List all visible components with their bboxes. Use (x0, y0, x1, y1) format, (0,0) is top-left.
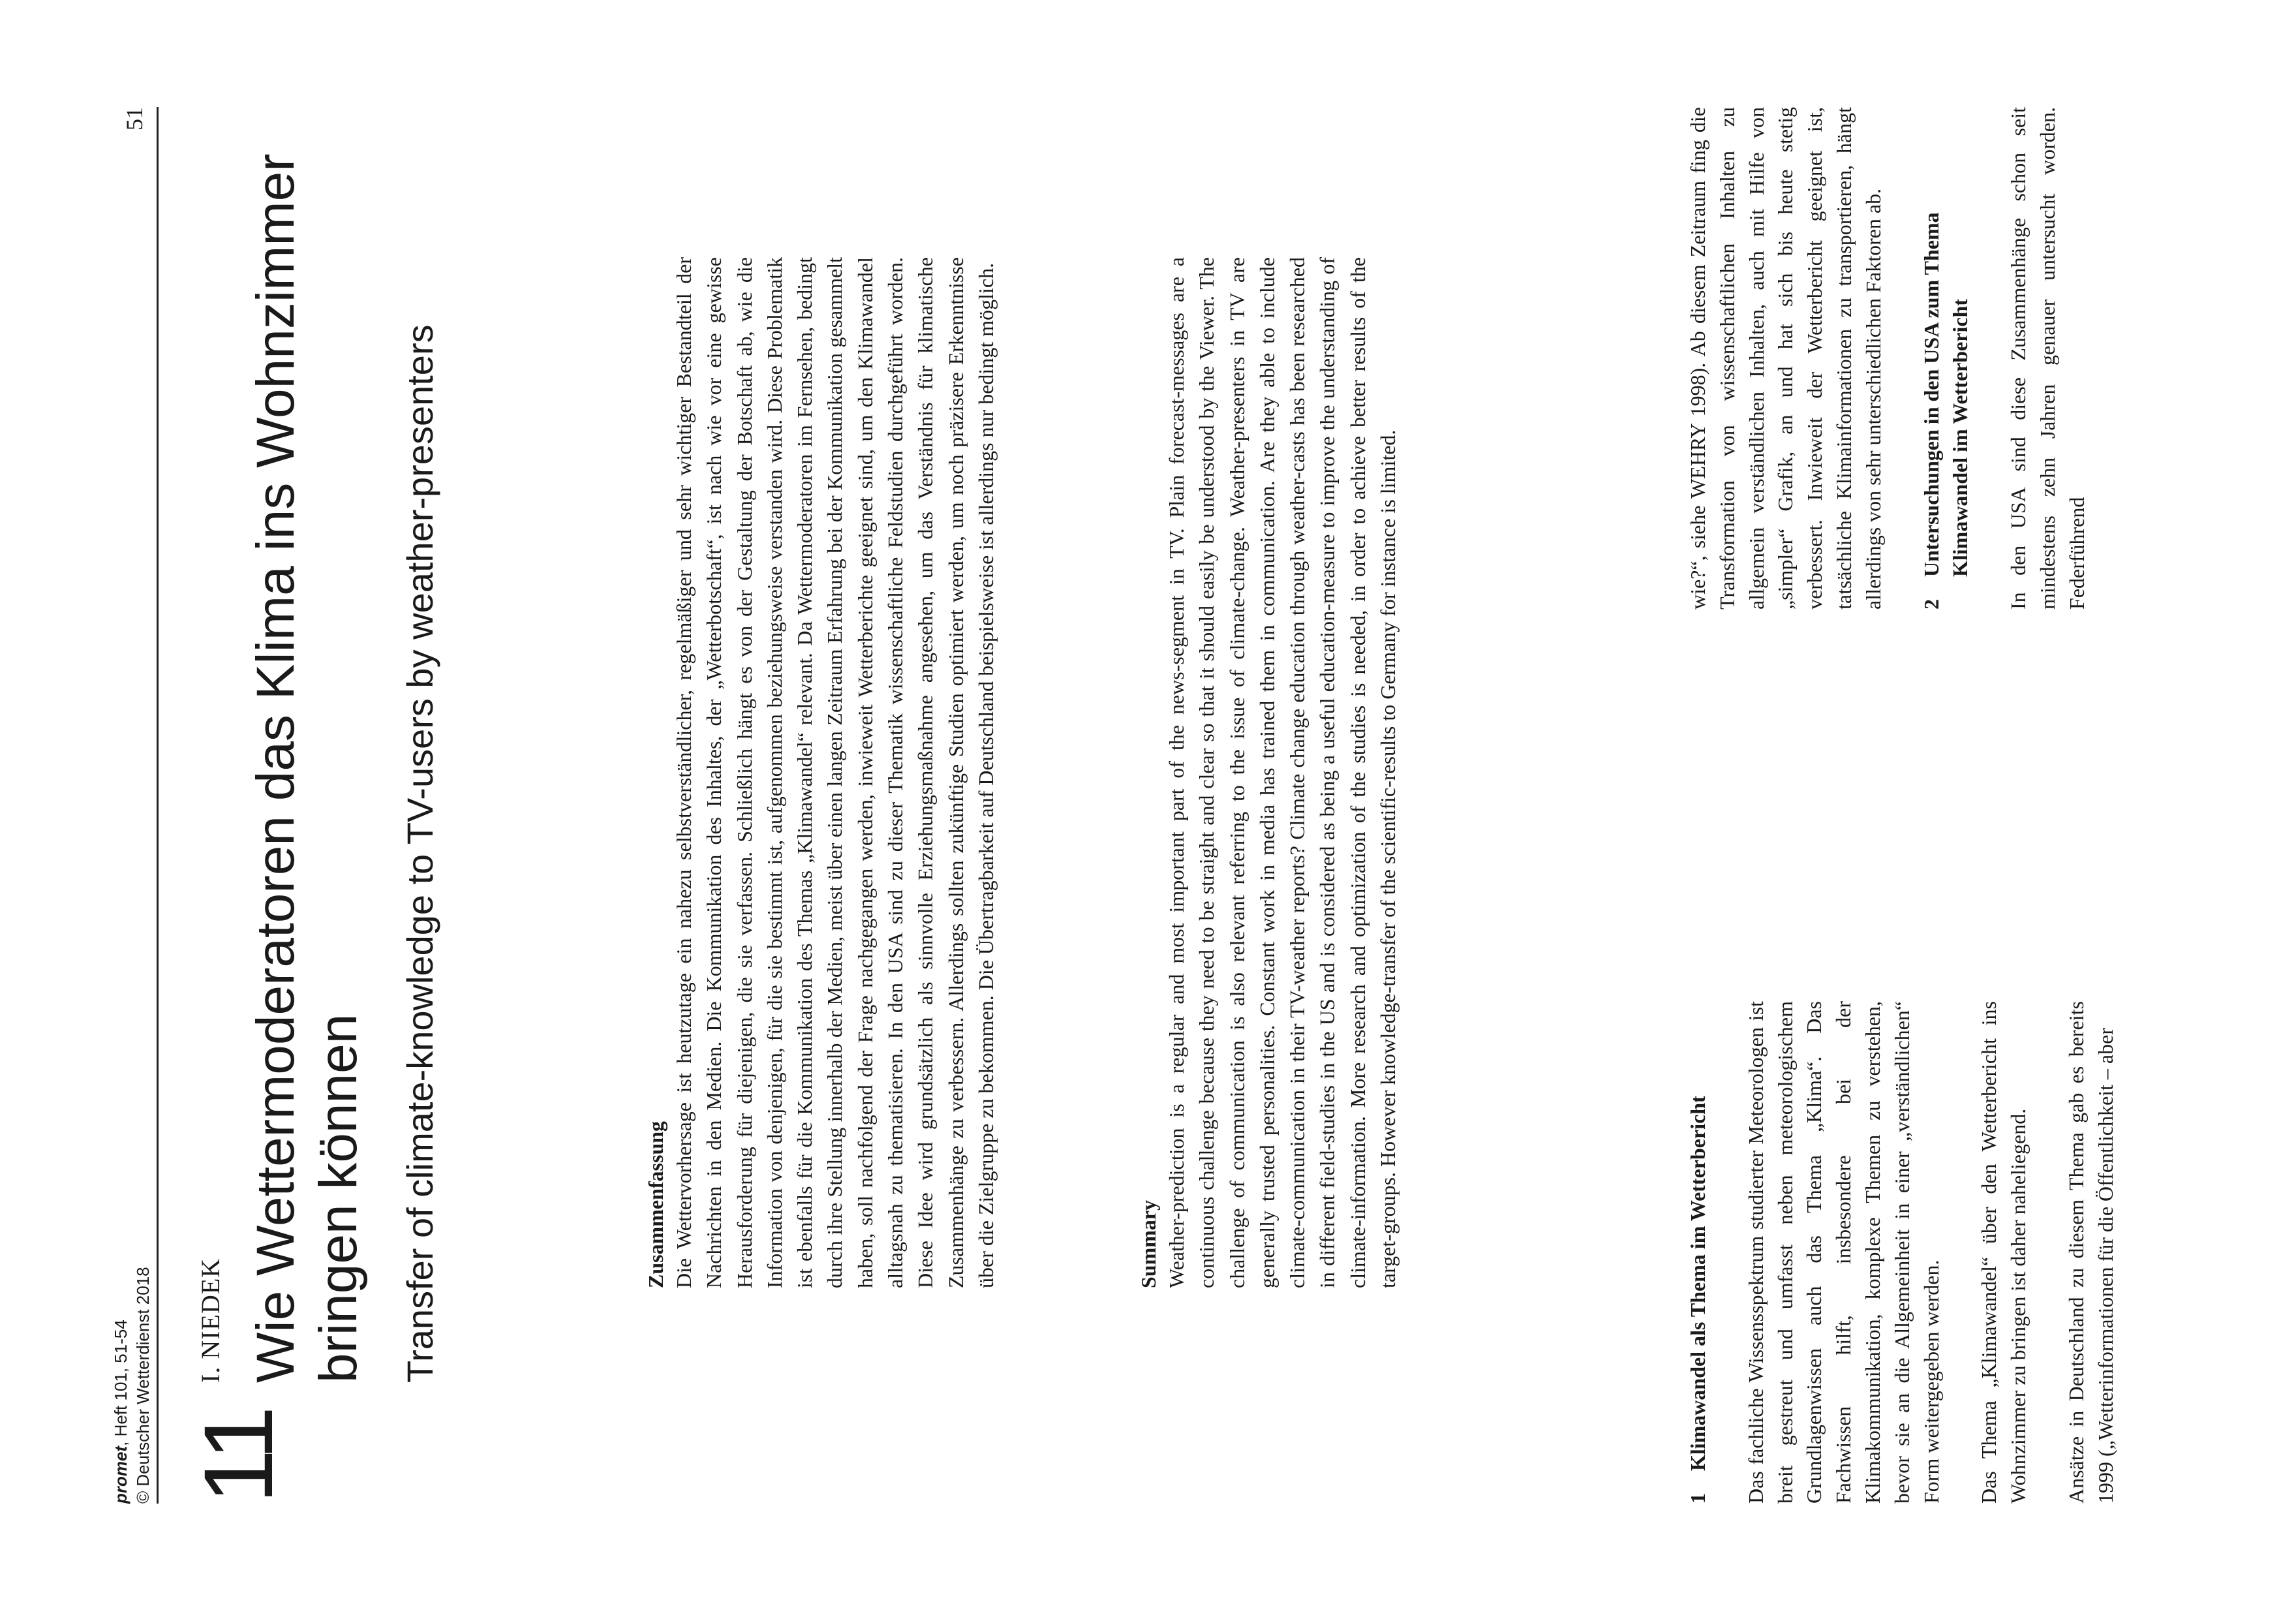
abstract-english (1135, 257, 1403, 1288)
paragraph: wie?“, siehe WEHRY 1998). Ab diesem Zeitraum fing die Transformation von wissenschaftlichen Inhalten zu allgemein verständlichen Inhalten, auch mit Hilfe von „simpler“ Grafik, an und hat sich bis heute stetig verbessert. Inwieweit der Wetterbericht geeignet ist, tatsächliche Klimainformationen zu transportieren, hängt allerdings von sehr unterschiedlichen Faktoren ab. (1686, 107, 1885, 610)
section-title-2: Untersuchungen in den USA zum Thema Klimawandel im Wetterbericht (1919, 212, 1972, 577)
paragraph: In den USA sind diese Zusammenhänge schon seit mindestens zehn Jahren genauer untersucht worden. Federführend (2006, 107, 2089, 610)
journal-name: promet (111, 1446, 130, 1504)
section-number-1: 1 (1686, 1493, 1709, 1504)
journal-citation (110, 720, 132, 1504)
abstract-heading-english: Summary (1137, 1199, 1160, 1288)
section-title-1: Klimawandel als Thema im Wetterbericht (1686, 1096, 1709, 1471)
abstract-text-english: Weather-prediction is a regular and most important part of the news-segment in TV. Plain forecast-messages are a continuous challenge because they need to be straight and clear so that it should easily be understood by the Viewer. The challenge of communication is also relevant referring to the issue of climate-change. Weather-presenters in TV are generally trusted personalities. Constant work in media has trained them in communication. Are they able to include climate-communication in their TV-weather reports? Climate change education through weather-casts has been researched in different field-studies in the US and is considered as being a useful education-measure to improve the understanding of climate-information. More research and optimization of the studies is needed, in order to achieve better results of the target-groups. However knowledge-transfer of the scientific-results to Germany for instance is limited. (1165, 257, 1400, 1288)
section-number-2: 2 (1919, 599, 1943, 610)
abstract-german (643, 257, 1001, 1288)
abstract-heading-german: Zusammenfassung (644, 1121, 667, 1288)
abstract-text-german: Die Wettervorhersage ist heutzutage ein nahezu selbstverständlicher, regelmäßiger und sehr wichtiger Bestandteil der Nachrichten in den Medien. Die Kommunikation des Inhaltes, der „Wetterbotschaft“, ist nach wie vor eine gewisse Herausforderung für diejenigen, die sie verfassen. Schließlich hängt es von der Gestaltung der Botschaft ab, wie die Information von denjenigen, für die sie bestimmt ist, aufgenommen beziehungsweise verstanden wird. Diese Problematik ist ebenfalls für die Kommunikation des Themas „Klimawandel“ relevant. Da Wettermoderatoren im Fernsehen, bedingt durch ihre Stellung innerhalb der Medien, meist über einen langen Zeitraum Erfahrung bei der Kommunikation gesammelt haben, soll nachfolgend der Frage nachgegangen werden, inwieweit Wetterberichte geeignet sind, um den Klimawandel alltagsnah zu thematisieren. In den USA sind zu dieser Thematik wissenschaftliche Feldstudien durchgeführt worden. Diese Idee wird grundsätzlich als sinnvolle Erziehungsmaßnahme angesehen, um das Verständnis für klimatische Zusammenhänge zu verbessern. Allerdings sollten zukünftige Studien optimiert werden, um noch präzisere Erkenntnisse über die Zielgruppe zu bekommen. Die Übertragbarkeit auf Deutschland beispielsweise ist allerdings nur bedingt möglich. (672, 257, 998, 1288)
journal-issue: , Heft 101, 51-54 (111, 1320, 130, 1446)
page-number: 51 (121, 107, 147, 131)
paragraph: Das Thema „Klimawandel“ über den Wetterbericht ins Wohnzimmer zu bringen ist daher naheliegend. (1977, 1001, 2030, 1504)
paragraph: Das fachliche Wissensspektrum studierter Meteorologen ist breit gestreut und umfasst neben meteorologischem Grundlagenwissen auch das Thema „Klima“. Das Fachwissen hilft, insbesondere bei der Klimakommunikation, komplexe Themen zu verstehen, bevor sie an die Allgemeinheit in einer „verständlichen“ Form weitergegeben werden. (1743, 1001, 1943, 1504)
body-column-left (1683, 1001, 2149, 1504)
author-name: I. NIEDEK (196, 1258, 225, 1383)
section-heading-1 (1683, 1001, 1713, 1504)
journal-header (110, 720, 154, 1504)
section-heading-2 (1917, 107, 1976, 610)
paragraph: Ansätze in Deutschland zu diesem Thema gab es bereits 1999 („Wetterinformationen für die Öffentlichkeit – aber (2064, 1001, 2117, 1504)
copyright-notice: © Deutscher Wetterdienst 2018 (133, 1267, 153, 1504)
chapter-number: 11 (183, 1410, 293, 1504)
article-subtitle: Transfer of climate-knowledge to TV-users by weather-presenters (399, 324, 440, 1383)
header-rule (157, 107, 159, 1504)
body-column-right (1683, 107, 2120, 610)
article-title: Wie Wettermoderatoren das Klima ins Wohnzimmer bringen können (246, 153, 368, 1383)
